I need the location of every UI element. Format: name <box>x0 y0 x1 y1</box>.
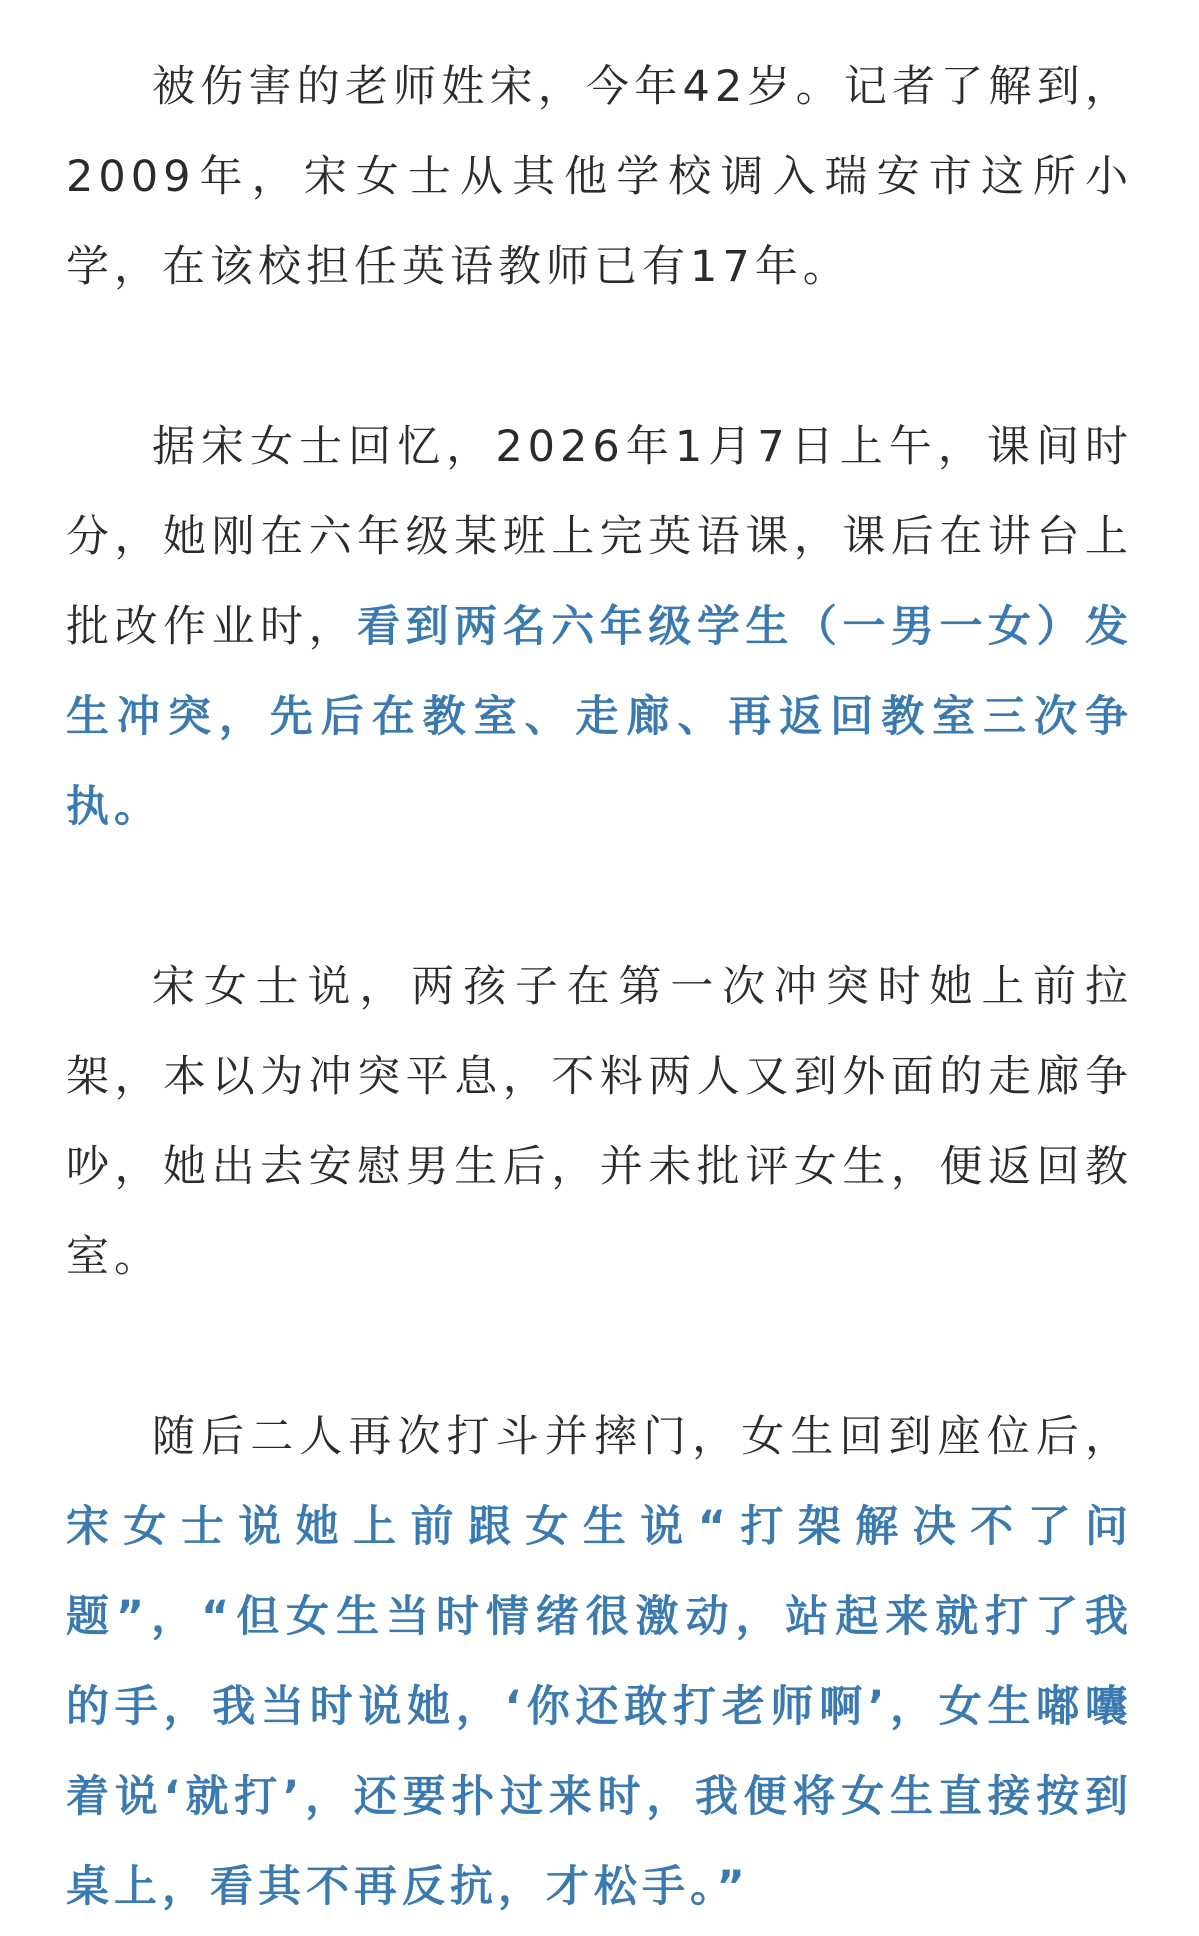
paragraph-2-highlight: 看到两名六年级学生（一男一女）发生冲突，先后在教室、走廊、再返回教室三次争执。 <box>66 602 1134 832</box>
paragraph-4-highlight: 宋女士说她上前跟女生说“打架解决不了问题”，“但女生当时情绪很激动，站起来就打了我的手，我当时说她，‘你还敢打老师啊’，女生嘟囔着说‘就打’，还要扑过来时，我便将女生直接按到桌上，看其不再反抗，才松手。” <box>66 1502 1133 1912</box>
paragraph-1 <box>66 42 1133 312</box>
paragraph-2-text: 据宋女士回忆，2026年1月7日上午，课间时分，她刚在六年级某班上完英语课，课后在讲台上批改作业时， <box>66 422 1133 652</box>
paragraph-4 <box>66 1392 1133 1932</box>
paragraph-2 <box>66 402 1133 852</box>
paragraph-4-text: 随后二人再次打斗并摔门，女生回到座位后， <box>152 1412 1133 1462</box>
paragraph-1-text: 被伤害的老师姓宋，今年42岁。记者了解到，2009年，宋女士从其他学校调入瑞安市这所小学，在该校担任英语教师已有17年。 <box>66 62 1133 292</box>
paragraph-3 <box>66 942 1133 1302</box>
paragraph-3-text: 宋女士说，两孩子在第一次冲突时她上前拉架，本以为冲突平息，不料两人又到外面的走廊争吵，她出去安慰男生后，并未批评女生，便返回教室。 <box>66 962 1133 1282</box>
